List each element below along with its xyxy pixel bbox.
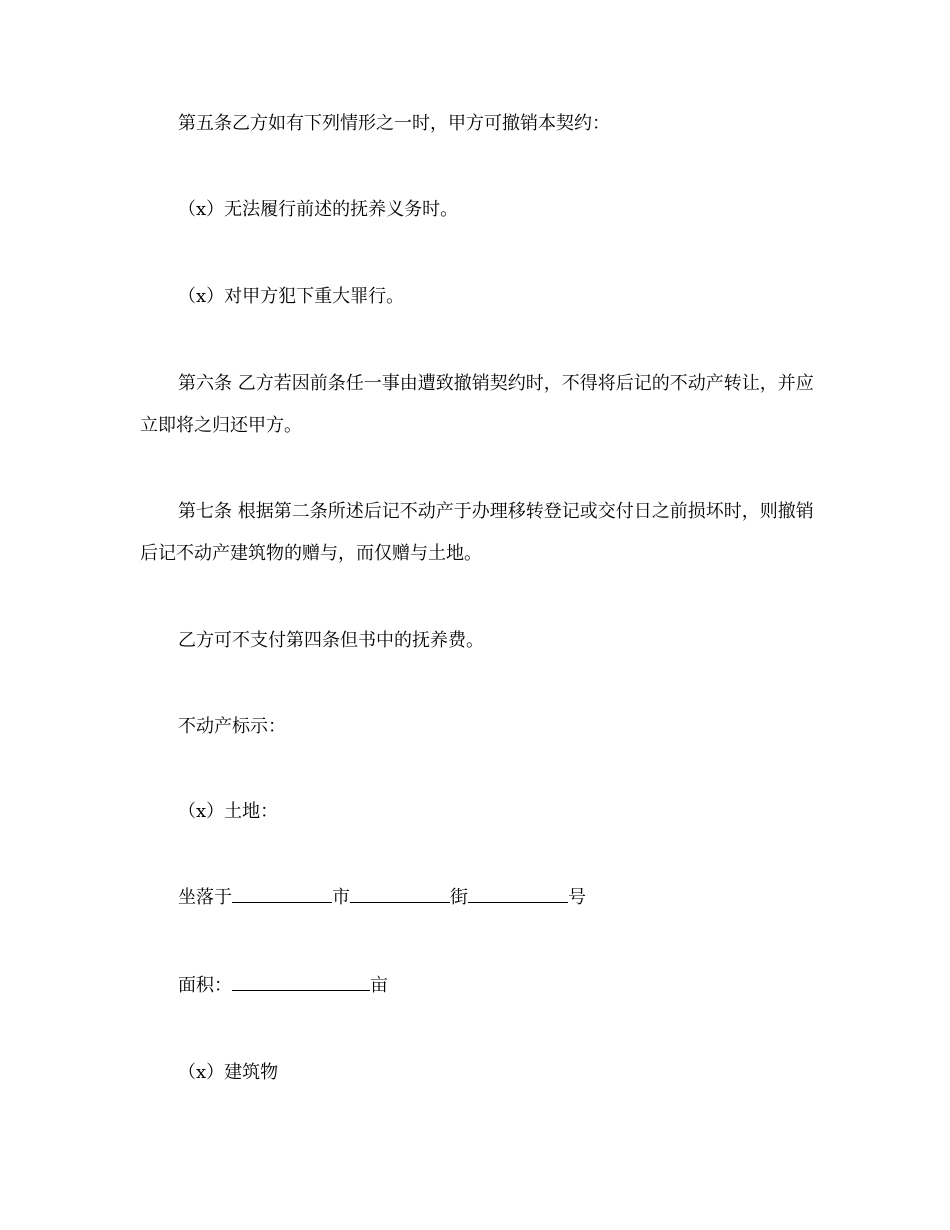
area-blank [232, 968, 370, 991]
street-label: 街 [450, 887, 468, 908]
article-7: 第七条 根据第二条所述后记不动产于办理移转登记或交付日之前损坏时，则撤销后记不动产建筑物的赠与，而仅赠与土地。 [140, 501, 814, 564]
city-blank [232, 880, 332, 903]
building-heading: （x）建筑物 [178, 1062, 279, 1083]
article-5-item-1: （x）无法履行前述的抚养义务时。 [178, 199, 459, 220]
article-5-item-2: （x）对甲方犯下重大罪行。 [178, 286, 405, 307]
street-blank [350, 880, 450, 903]
land-heading: （x）土地： [178, 801, 279, 822]
article-5: 第五条乙方如有下列情形之一时，甲方可撤销本契约： [178, 113, 610, 134]
area-label: 面积： [178, 975, 232, 996]
area-unit: 亩 [370, 975, 388, 996]
number-label: 号 [568, 887, 586, 908]
property-heading: 不动产标示： [178, 716, 286, 737]
number-blank [468, 880, 568, 903]
article-6: 第六条 乙方若因前条任一事由遭致撤销契约时，不得将后记的不动产转让，并应立即将之归还甲方。 [140, 373, 814, 436]
land-location-line [140, 877, 820, 919]
location-prefix: 坐落于 [178, 887, 232, 908]
land-area-line [140, 965, 820, 1007]
city-label: 市 [332, 887, 350, 908]
article-7-note: 乙方可不支付第四条但书中的抚养费。 [178, 630, 484, 651]
